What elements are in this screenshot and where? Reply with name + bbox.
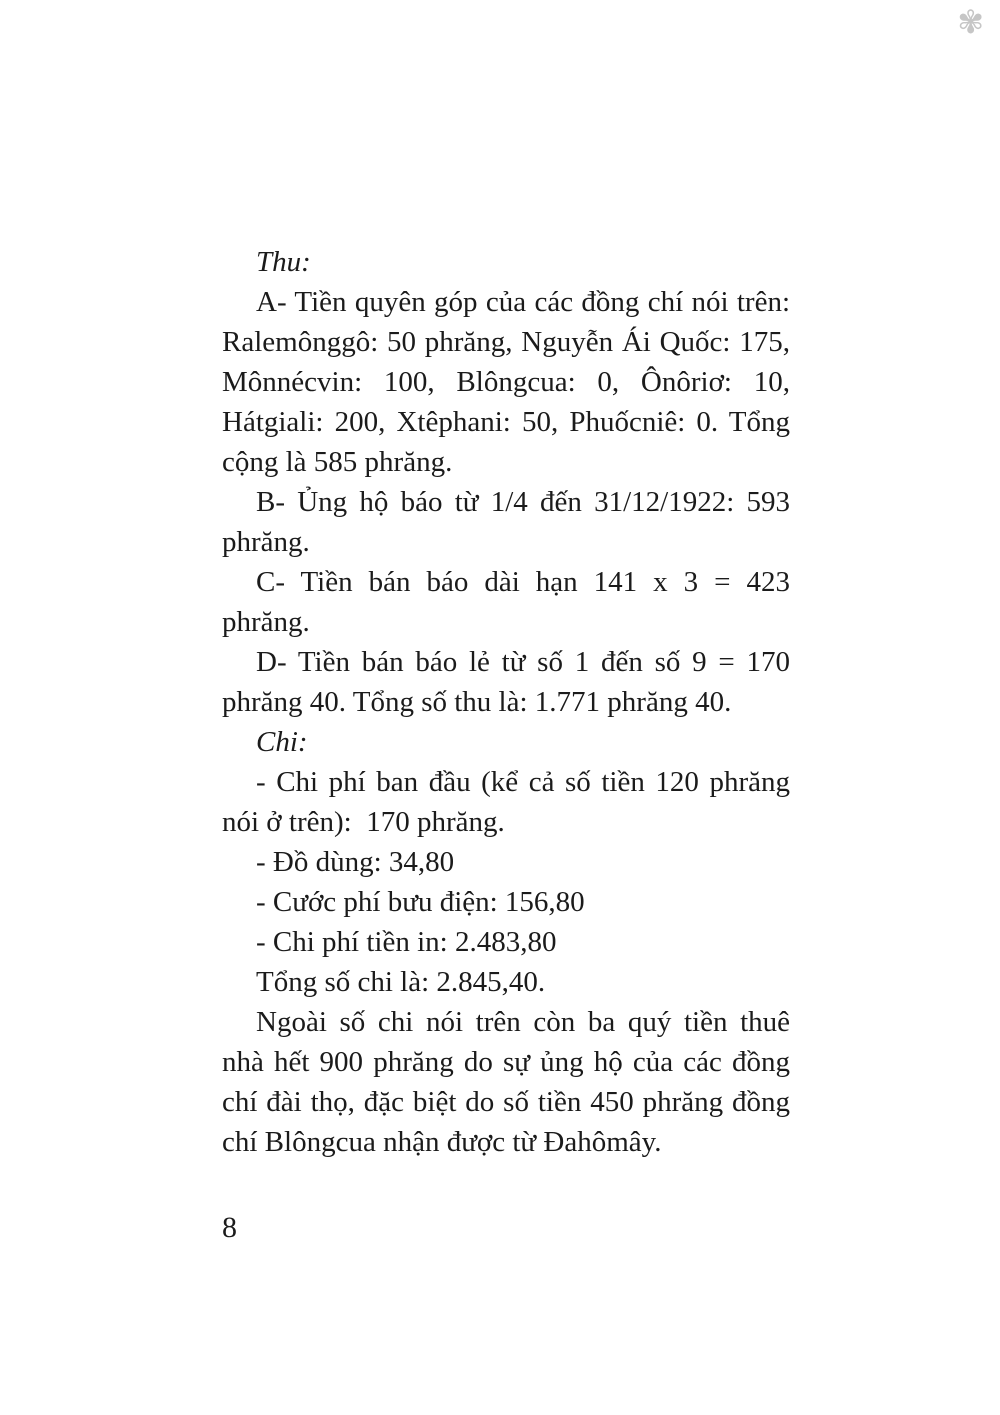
paragraph-note: Ngoài số chi nói trên còn ba quý tiền thuê nhà hết 900 phrăng do sự ủng hộ của các đồng chí đài thọ, đặc biệt do số tiền 450 phrăng đồng chí Blôngcua nhận được từ Đahômây.: [222, 1006, 790, 1158]
flower-icon: ✾: [957, 4, 984, 40]
paragraph-item-b: B- Ủng hộ báo từ 1/4 đến 31/12/1922: 593 phrăng.: [222, 486, 790, 558]
text-block: [222, 242, 790, 1162]
paragraph-item-d: D- Tiền bán báo lẻ từ số 1 đến số 9 = 170 phrăng 40. Tổng số thu là: 1.771 phrăng 40.: [222, 646, 790, 718]
paragraph-expense-total: Tổng số chi là: 2.845,40.: [256, 966, 546, 998]
paragraph-item-c: C- Tiền bán báo dài hạn 141 x 3 = 423 phrăng.: [222, 566, 790, 638]
paragraph-thu-heading: Thu:: [256, 246, 311, 278]
paragraph-expense-supplies: - Đồ dùng: 34,80: [256, 846, 455, 878]
paragraph-expense-initial: - Chi phí ban đầu (kể cả số tiền 120 phrăng nói ở trên): 170 phrăng.: [222, 766, 790, 838]
paragraph-item-a: A- Tiền quyên góp của các đồng chí nói trên: Ralemônggô: 50 phrăng, Nguyễn Ái Quốc: 175, Mônnécvin: 100, Blôngcua: 0, Ônôriơ: 10, Hátgiali: 200, Xtêphani: 50, Phuốcniê: 0. Tổng cộng là 585 phrăng.: [222, 286, 790, 478]
paragraph-chi-heading: Chi:: [256, 726, 308, 758]
paragraph-expense-postage: - Cước phí bưu điện: 156,80: [256, 886, 585, 918]
paragraph-expense-printing: - Chi phí tiền in: 2.483,80: [256, 926, 557, 958]
page-number: 8: [222, 1211, 237, 1244]
